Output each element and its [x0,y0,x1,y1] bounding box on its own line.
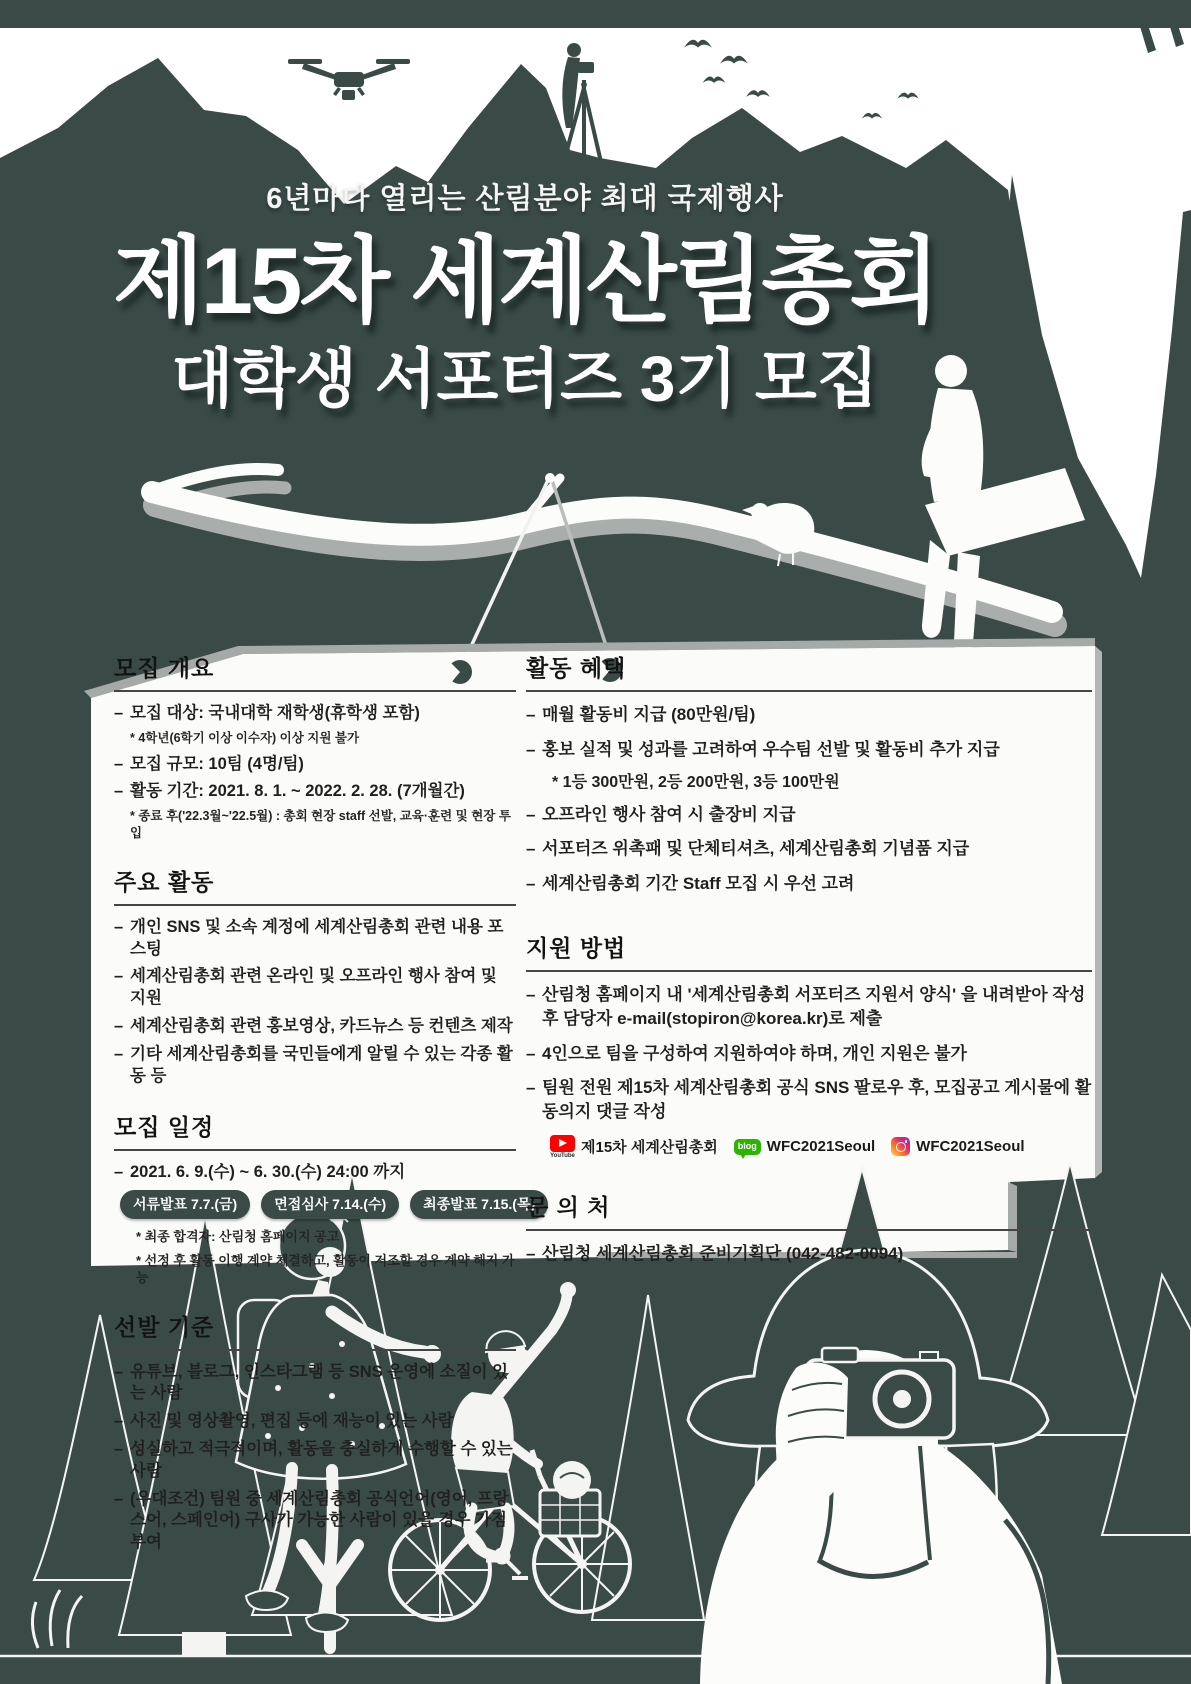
sns-row [550,1135,1092,1159]
poster-header [0,176,1050,415]
section-criteria [114,1309,516,1554]
list-item: – 서포터즈 위촉패 및 단체티셔츠, 세계산림총회 기념품 지급 [526,837,1092,861]
sns-blog [734,1138,875,1155]
schedule-period: – 2021. 6. 9.(수) ~ 6. 30.(수) 24:00 까지 [114,1162,516,1184]
poster-subtitle: 대학생 서포터즈 3기 모집 [171,342,879,415]
list-item: – 4인으로 팀을 구성하여 지원하여야 하며, 개인 지원은 불가 [526,1042,1092,1066]
camera-woman-illustration [688,1250,1062,1684]
section-schedule [114,1109,536,1286]
sns-youtube [550,1135,718,1159]
list-item: – 세계산림총회 관련 온라인 및 오프라인 행사 참여 및 지원 [114,966,516,1010]
sns-youtube-label: 제15차 세계산림총회 [581,1139,718,1157]
schedule-note: * 선정 후 활동 이행 계약 체결하고, 활동이 저조할 경우 계약 해지 가능 [136,1252,515,1286]
list-item: – 개인 SNS 및 소속 계정에 세계산림총회 관련 내용 포스팅 [114,917,516,961]
list-item: – (우대조건) 팀원 중 세계산림총회 공식언어(영어, 프랑스어, 스페인어) 구사가 가능한 사람이 있을 경우 가점 부여 [114,1489,516,1554]
schedule-pills [120,1190,536,1219]
list-item: – 모집 규모: 10팀 (4명/팀) [114,754,516,776]
list-item: – 오프라인 행사 참여 시 출장비 지급 [526,803,1092,827]
list-item: – 홍보 실적 및 성과를 고려하여 우수팀 선발 및 활동비 추가 지급 [526,738,1092,762]
list-item: – 기타 세계산림총회를 국민들에게 알릴 수 있는 각종 활동 등 [114,1044,516,1088]
list-item: – 매월 활동비 지급 (80만원/팀) [526,703,1092,727]
section-benefits [526,650,1092,896]
section-activities [114,864,516,1087]
list-item: – 사진 및 영상촬영, 편집 등에 재능이 있는 사람 [114,1411,516,1433]
schedule-pill-final: 최종발표 7.15.(목) [410,1190,548,1219]
list-item-note: * 종료 후('22.3월~'22.5월) : 총회 현장 staff 선발, 교육·훈련 및 현장 투입 [130,809,511,841]
list-item: – 팀원 전원 제15차 세계산림총회 공식 SNS 팔로우 후, 모집공고 게시물에 활동의지 댓글 작성 [526,1076,1092,1124]
youtube-icon-caption: YouTube [550,1152,575,1159]
section-heading: 지원 방법 [526,930,1092,972]
list-item: – 산림청 홈페이지 내 '세계산림총회 서포터즈 지원서 양식' 을 내려받아 작성 후 담당자 e-mail(stopiron@korea.kr)로 제출 [526,983,1092,1031]
section-heading: 선발 기준 [114,1309,516,1351]
section-heading: 모집 개요 [114,650,516,692]
list-item: – 세계산림총회 기간 Staff 모집 시 우선 고려 [526,872,1092,896]
sns-blog-label: WFC2021Seoul [766,1138,876,1156]
schedule-note: * 최종 합격자: 산림청 홈페이지 공고 [136,1229,340,1245]
naver-blog-icon: blog [734,1139,761,1155]
grass-tuft [32,1590,82,1648]
schedule-pill-interview: 면접심사 7.14.(수) [261,1190,399,1219]
instagram-icon [891,1137,910,1156]
board-left-column [114,650,536,1576]
section-heading: 모집 일정 [114,1109,516,1151]
list-item-note: * 4학년(6학기 이상 이수자) 이상 지원 불가 [130,730,360,745]
section-application [526,930,1092,1159]
board-right-column [526,650,1092,1288]
list-item: – 활동 기간: 2021. 8. 1. ~ 2022. 2. 28. (7개월간) [114,781,516,803]
section-contact [526,1189,1092,1266]
branch [150,469,1055,625]
list-item-note: * 1등 300만원, 2등 200만원, 3등 100만원 [552,773,840,791]
contact-line: – 산림청 세계산림총회 준비기획단 (042-482-0094) [526,1242,1092,1266]
schedule-pill-documents: 서류발표 7.7.(금) [120,1190,250,1219]
youtube-icon [550,1135,575,1152]
sns-instagram [891,1137,1024,1156]
section-overview [114,650,516,842]
list-item: – 세계산림총회 관련 홍보영상, 카드뉴스 등 컨텐츠 제작 [114,1016,516,1038]
poster-tagline: 6년마다 열리는 산림분야 최대 국제행사 [266,183,784,215]
sns-instagram-label: WFC2021Seoul [916,1138,1025,1156]
poster-title: 제15차 세계산림총회 [112,228,938,333]
list-item: – 유튜브, 블로그, 인스타그램 등 SNS 운영에 소질이 있는 사람 [114,1362,516,1406]
section-heading: 활동 혜택 [526,650,1092,692]
list-item: – 모집 대상: 국내대학 재학생(휴학생 포함) [114,703,516,725]
list-item: – 성실하고 적극적이며, 활동을 충실하게 수행할 수 있는 사람 [114,1439,516,1483]
section-heading: 주요 활동 [114,864,516,906]
section-heading: 문 의 처 [526,1189,1092,1231]
